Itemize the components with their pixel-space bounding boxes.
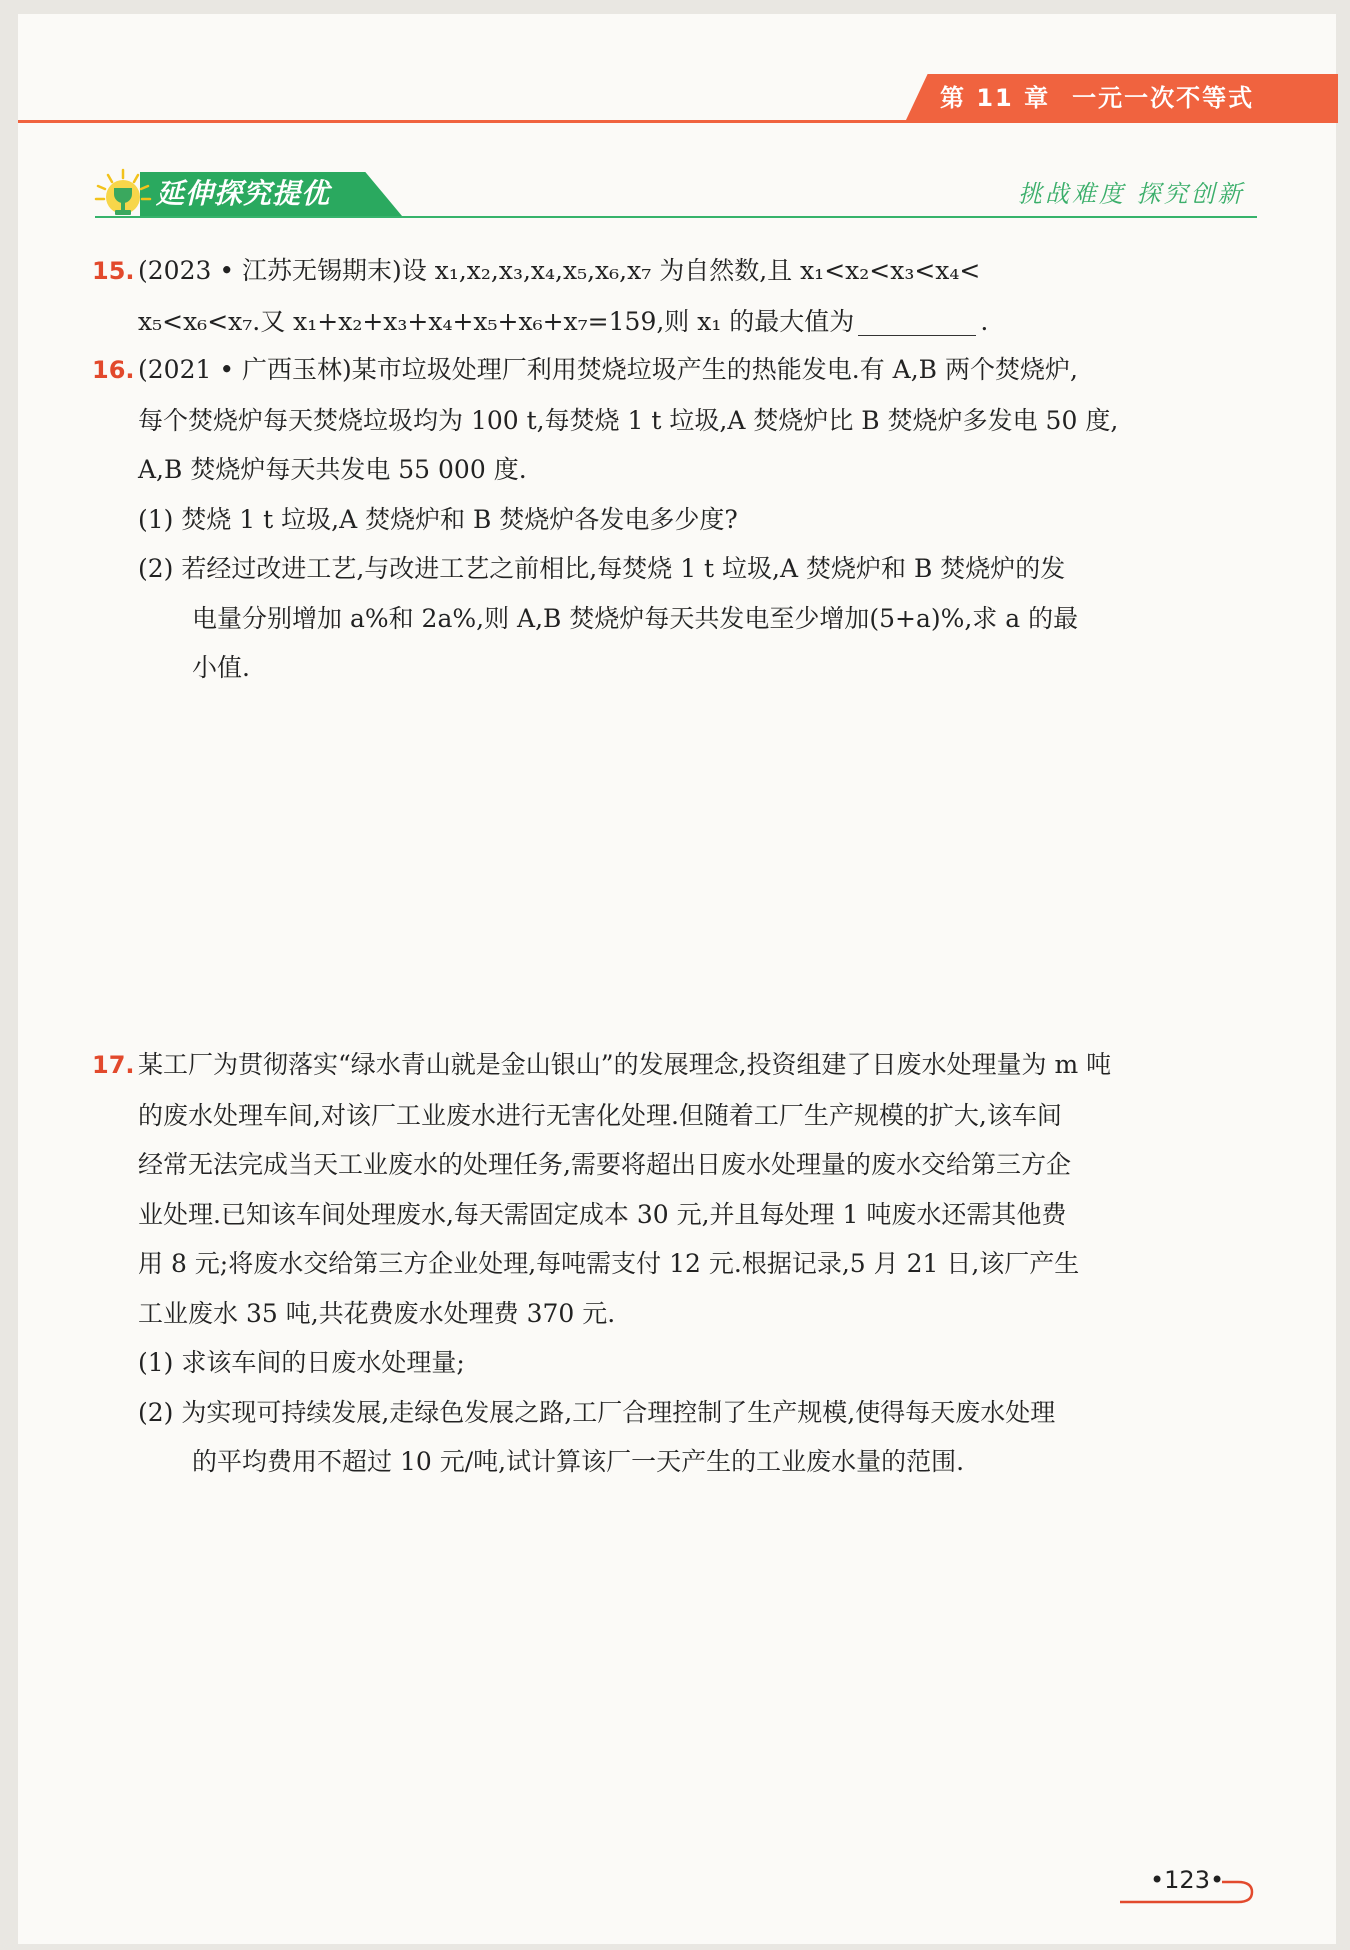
problem-line <box>92 1040 1264 1091</box>
problem-15 <box>92 246 1264 346</box>
chapter-heading <box>940 78 1254 118</box>
problem-16 <box>92 345 1264 693</box>
section-title: 延伸探究提优 <box>156 177 331 210</box>
problem-line: 工业废水 35 吨,共花费废水处理费 370 元. <box>138 1298 616 1328</box>
problem-17 <box>92 1040 1264 1487</box>
chapter-title: 一元一次不等式 <box>1072 84 1255 112</box>
page-number: •123• <box>1150 1866 1225 1894</box>
problem-number: 15. <box>92 257 135 285</box>
problem-line: 每个焚烧炉每天焚烧垃圾均为 100 t,每焚烧 1 t 垃圾,A 焚烧炉比 B 焚烧炉多发电 50 度, <box>138 405 1119 435</box>
problem-text: x₅<x₆<x₇.又 x₁+x₂+x₃+x₄+x₅+x₆+x₇=159,则 x₁ 的最大值为 <box>138 306 855 336</box>
problem-line: 经常无法完成当天工业废水的处理任务,需要将超出日废水处理量的废水交给第三方企 <box>138 1150 1071 1179</box>
subquestion-1: (1) 求该车间的日废水处理量; <box>138 1348 465 1377</box>
problem-line <box>92 297 1264 347</box>
header-rule <box>18 120 1338 123</box>
subquestion-1: (1) 焚烧 1 t 垃圾,A 焚烧炉和 B 焚烧炉各发电多少度? <box>138 504 738 534</box>
answer-blank[interactable] <box>858 305 976 336</box>
problem-text: (2021 • 广西玉林)某市垃圾处理厂利用焚烧垃圾产生的热能发电.有 A,B 两个焚烧炉, <box>138 355 1078 384</box>
problem-line: 的废水处理车间,对该厂工业废水进行无害化处理.但随着工厂生产规模的扩大,该车间 <box>138 1100 1062 1130</box>
problem-number: 17. <box>92 1051 135 1079</box>
chapter-label: 第 11 章 <box>940 84 1051 112</box>
problem-line <box>92 345 1264 396</box>
problem-number: 16. <box>92 356 135 384</box>
problem-text: 某工厂为贯彻落实“绿水青山就是金山银山”的发展理念,投资组建了日废水处理量为 m 吨 <box>138 1050 1112 1079</box>
subquestion-2-line: 电量分别增加 a%和 2a%,则 A,B 焚烧炉每天共发电至少增加(5+a)%,求 a 的最 <box>192 603 1079 633</box>
problem-text: . <box>980 306 989 336</box>
section-rule <box>95 216 1257 218</box>
section-slogan: 挑战难度 探究创新 <box>1018 180 1245 208</box>
subquestion-2: (2) 为实现可持续发展,走绿色发展之路,工厂合理控制了生产规模,使得每天废水处理 <box>138 1397 1056 1427</box>
subquestion-2-line: 的平均费用不超过 10 元/吨,试计算该厂一天产生的工业废水量的范围. <box>192 1447 965 1476</box>
problem-line: 业处理.已知该车间处理废水,每天需固定成本 30 元,并且每处理 1 吨废水还需其他费 <box>138 1199 1067 1229</box>
subquestion-2-line: 小值. <box>192 653 250 682</box>
problem-line: 用 8 元;将废水交给第三方企业处理,每吨需支付 12 元.根据记录,5 月 21 日,该厂产生 <box>138 1249 1080 1278</box>
trophy-icon <box>92 166 154 224</box>
problem-text: (2023 • 江苏无锡期末)设 x₁,x₂,x₃,x₄,x₅,x₆,x₇ 为自然数,且 x₁<x₂<x₃<x₄< <box>138 256 981 285</box>
subquestion-2: (2) 若经过改进工艺,与改进工艺之前相比,每焚烧 1 t 垃圾,A 焚烧炉和 B 焚烧炉的发 <box>138 554 1066 583</box>
problem-line: A,B 焚烧炉每天共发电 55 000 度. <box>138 455 527 484</box>
problem-line <box>92 246 1264 297</box>
